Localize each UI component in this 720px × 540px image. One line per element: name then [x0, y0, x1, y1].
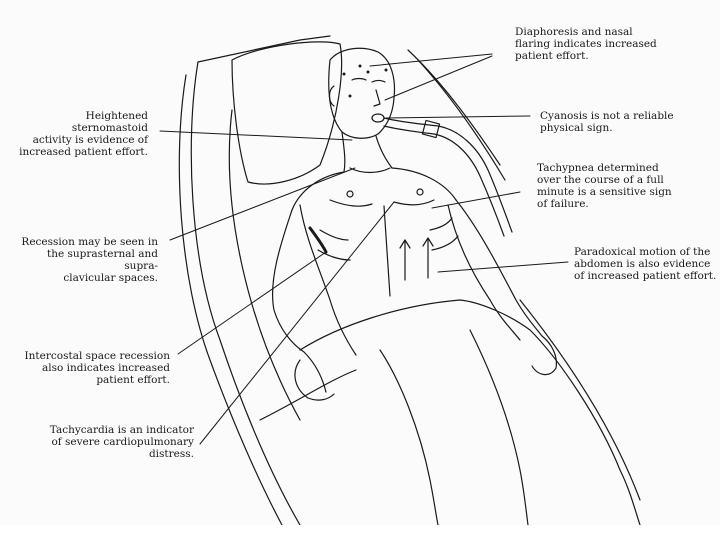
callout-line-recession	[170, 168, 355, 240]
pillow	[232, 42, 342, 184]
annotation-line: Tachypnea determined	[537, 162, 659, 174]
callout-line-sternomastoid	[160, 131, 352, 140]
annotation-line: abdomen is also evidence	[574, 258, 711, 270]
annotation-line: flaring indicates increased	[515, 38, 657, 50]
shoulders	[292, 168, 456, 210]
callout-line-tachypnea	[432, 192, 520, 208]
annotation-line: of increased patient effort.	[574, 270, 717, 282]
annotation-tachycardia	[14, 424, 194, 460]
annotation-line: Intercostal space recession	[24, 350, 170, 362]
annotation-line: over the course of a full	[537, 174, 664, 186]
ventilator-tube	[384, 118, 512, 236]
left-arm	[273, 210, 334, 400]
annotation-line: distress.	[148, 448, 194, 460]
callout-line-cyanosis	[386, 116, 530, 118]
annotation-diaphoresis	[515, 26, 657, 62]
annotation-line: Recession may be seen in	[21, 236, 158, 248]
annotation-sternomastoid	[14, 110, 148, 158]
annotation-cyanosis	[540, 110, 674, 134]
right-arm	[456, 200, 556, 375]
patient-head	[329, 48, 395, 138]
annotation-paradoxical	[574, 246, 716, 282]
annotation-line: patient effort.	[96, 374, 170, 386]
annotation-line: patient effort.	[515, 50, 589, 62]
annotation-line: Cyanosis is not a reliable	[540, 110, 674, 122]
annotation-line: Heightened sternomastoid	[71, 110, 148, 134]
torso	[300, 168, 520, 355]
callout-line-paradoxical	[438, 262, 568, 272]
annotation-recession	[14, 236, 158, 284]
callout-line-tachycardia	[200, 202, 394, 444]
annotation-line: the suprasternal and supra-	[47, 248, 158, 272]
annotation-line: also indicates increased	[42, 362, 170, 374]
callout-lines	[160, 54, 568, 444]
annotation-line: of severe cardiopulmonary	[51, 436, 194, 448]
annotation-line: minute is a sensitive sign	[537, 186, 672, 198]
blanket	[260, 300, 640, 525]
annotation-line: of failure.	[537, 198, 589, 210]
annotation-line: Paradoxical motion of the	[574, 246, 711, 258]
abdomen-arrows	[400, 238, 433, 280]
annotation-line: clavicular spaces.	[63, 272, 158, 284]
annotation-tachypnea	[537, 162, 672, 210]
annotation-line: physical sign.	[540, 122, 613, 134]
annotation-line: activity is evidence of	[32, 134, 148, 146]
callout-line-diaphoresis-1	[370, 54, 492, 66]
annotation-intercostal	[14, 350, 170, 386]
annotation-line: increased patient effort.	[19, 146, 148, 158]
annotation-line: Tachycardia is an indicator	[49, 424, 194, 436]
annotation-line: Diaphoresis and nasal	[515, 26, 633, 38]
